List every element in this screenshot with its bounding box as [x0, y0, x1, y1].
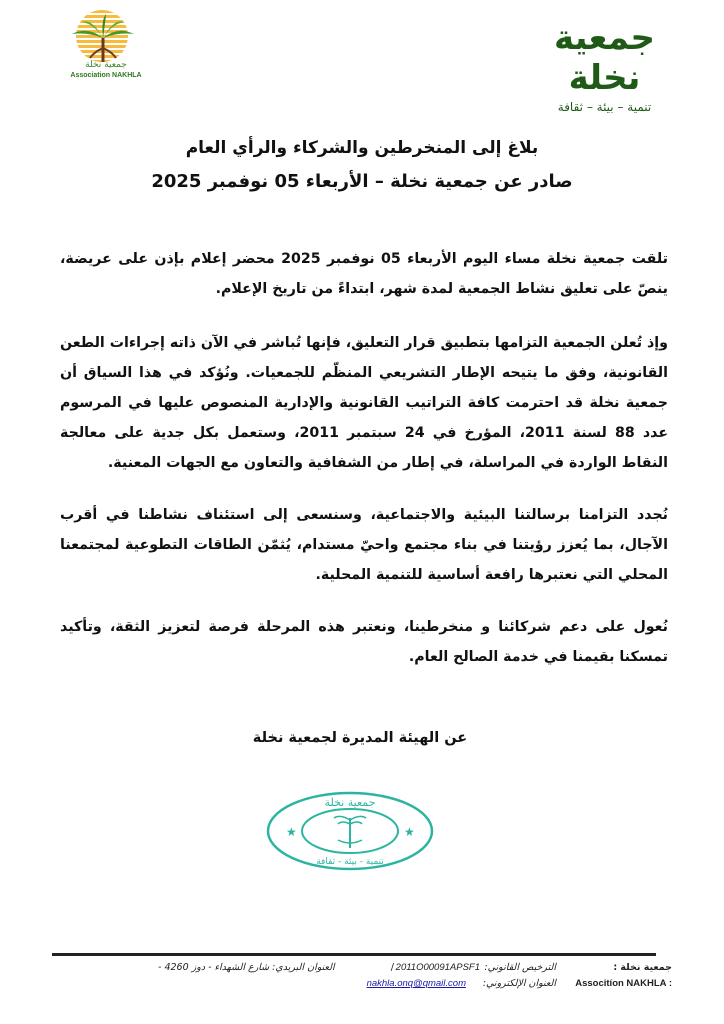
- footer-license-value: 2011O00091APSF1: [395, 962, 480, 973]
- footer-divider: [52, 953, 656, 956]
- document-title: بلاغ إلى المنخرطين والشركاء والرأي العام: [185, 138, 539, 158]
- palm-tree-icon: [68, 12, 138, 64]
- stamp-bottom-text: تنمية - بيئة - ثقافة: [316, 857, 384, 867]
- paragraph-text: وإذ تُعلن الجمعية التزامها بتطبيق قرار التعليق، فإنها تُباشر في الآن ذاته إجراءات الطعن القانونية، وفق ما يتيحه الإطار التشريعي المنظّم للجمعيات. ونُؤكد في هذا السياق أن جمعية نخلة قد احترمت كافة التراتيب القانونية والإدارية المنصوص عليها في المرسوم عدد 88 لسنة 2011، المؤرخ في 24 سبتمبر 2011، وستعمل بكل جدية على معالجة النقاط الواردة في المراسلة، في إطار من الشفافية والتعاون مع الجهات المعنية.: [60, 335, 669, 471]
- footer-separator: /: [390, 962, 394, 973]
- logo-arabic-name: جمعية نخلة: [85, 60, 127, 70]
- paragraph-2: [60, 328, 668, 478]
- wordmark-title: جمعية نخلة: [554, 18, 655, 98]
- footer-name-arabic: جمعية نخلة :: [613, 962, 672, 973]
- association-logo: [56, 6, 156, 82]
- signature-label: عن الهيئة المديرة لجمعية نخلة: [252, 730, 468, 746]
- stamp-top-text: جمعية نخلة: [324, 796, 376, 809]
- footer-email-link[interactable]: nakhla.onq@qmail.com: [366, 978, 466, 989]
- footer-name-english: Associtíon NAKHLA :: [575, 978, 672, 989]
- paragraph-text: نُجدد التزامنا برسالتنا البيئية والاجتماعية، وسنسعى إلى استئناف نشاطنا في أقرب الآجال، بما يُعزز رؤيتنا في بناء مجتمع واحيّ مستدام، يُثمّن الطاقات التطوعية لمجتمعنا المحلي التي نعتبرها رافعة أساسية للتنمية المحلية.: [60, 507, 668, 583]
- paragraph-3: [60, 500, 668, 590]
- paragraph-text: نُعول على دعم شركائنا و منخرطينا، ونعتبر هذه المرحلة فرصة لتعزيز الثقة، وتأكيد تمسكنا بقيمنا في خدمة الصالح العام.: [60, 619, 668, 665]
- footer-license-label: الترخيص القانوني:: [484, 962, 556, 973]
- paragraph-1: [60, 244, 668, 304]
- svg-text:★: ★: [286, 825, 297, 839]
- association-wordmark: [517, 18, 692, 114]
- svg-text:★: ★: [404, 825, 415, 839]
- wordmark-tagline: تنمية – بيئة – ثقافة: [557, 100, 652, 114]
- logo-english-name: Association NAKHLA: [70, 72, 142, 79]
- paragraph-text: تلقت جمعية نخلة مساء اليوم الأربعاء 05 نوفمبر 2025 محضر إعلام بإذن على عريضة، ينصّ على تعليق نشاط الجمعية لمدة شهر، ابتداءً من تاريخ الإعلام.: [60, 251, 668, 297]
- paragraph-4: [60, 612, 668, 672]
- footer-postal-address: العنوان البريدي: شارع الشهداء - دوز 4260 -: [158, 962, 335, 973]
- document-subtitle: صادر عن جمعية نخلة – الأربعاء 05 نوفمبر 2025: [151, 171, 573, 192]
- official-stamp-icon: [264, 788, 436, 874]
- footer-email-label: العنوان الإلكتروني:: [482, 978, 556, 989]
